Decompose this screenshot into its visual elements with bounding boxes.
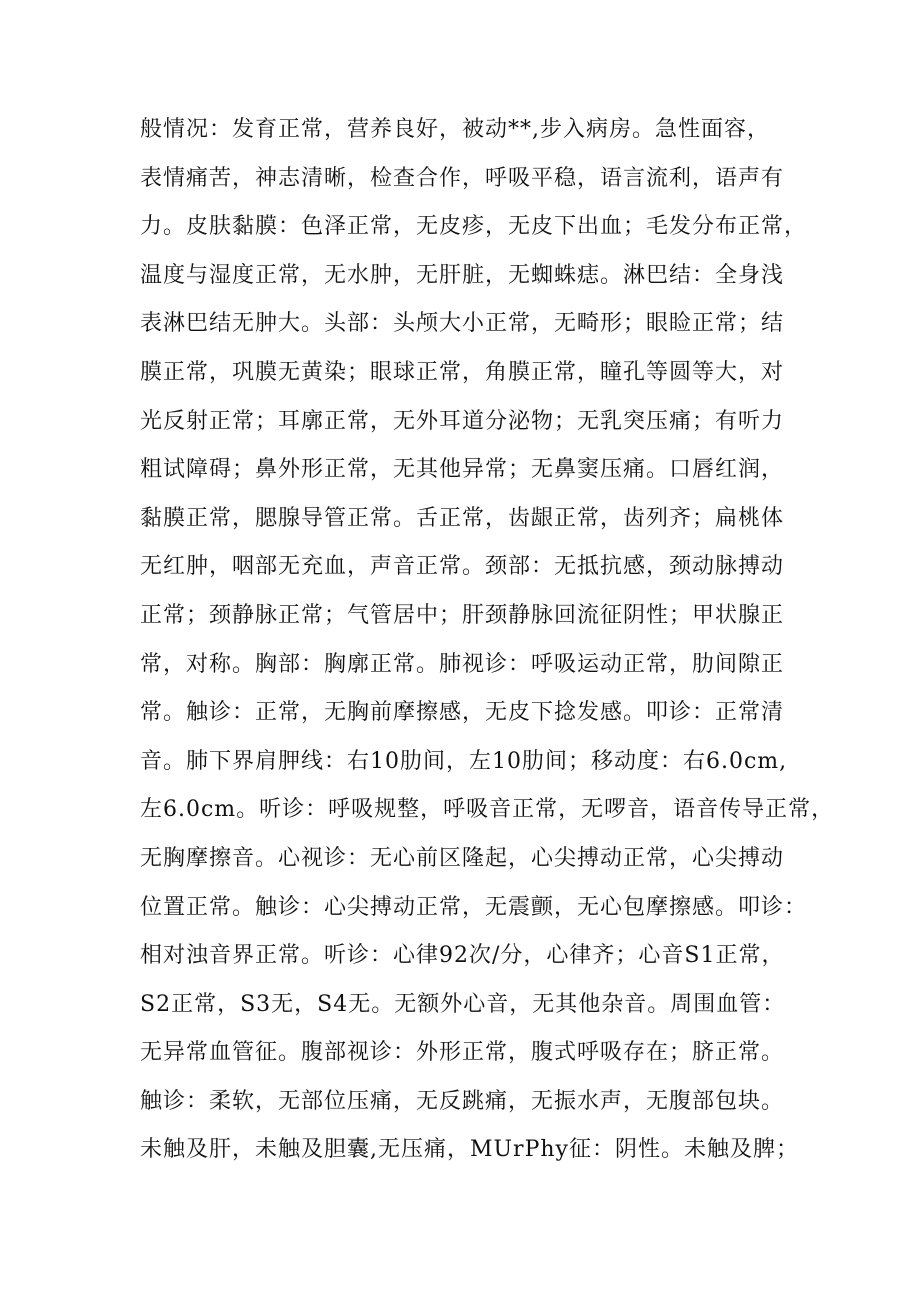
text-line: 常。触诊：正常，无胸前摩擦感，无皮下捻发感。叩诊：正常清 xyxy=(140,700,785,726)
text-line: 位置正常。触诊：心尖搏动正常，无震颤，无心包摩擦感。叩诊： xyxy=(140,894,808,920)
text-line: 表淋巴结无肿大。头部：头颅大小正常，无畸形；眼睑正常；结 xyxy=(140,311,785,337)
text-line: 温度与湿度正常，无水肿，无肝脏，无蜘蛛痣。淋巴结：全身浅 xyxy=(140,262,785,288)
text-line: 常，对称。胸部：胸廓正常。肺视诊：呼吸运动正常，肋间隙正 xyxy=(140,651,785,677)
text-line: 般情况：发育正常，营养良好，被动**,步入病房。急性面容， xyxy=(140,117,770,142)
text-line: 未触及肝，未触及胆囊,无压痛，MUrPhy征：阴性。未触及脾； xyxy=(140,1137,799,1163)
text-line: 黏膜正常，腮腺导管正常。舌正常，齿龈正常，齿列齐；扁桃体 xyxy=(140,505,785,531)
text-line: S2正常，S3无，S4无。无额外心音，无其他杂音。周围血管： xyxy=(140,991,786,1017)
text-line: 音。肺下界肩胛线：右10肋间，左10肋间；移动度：右6.0cm, xyxy=(140,748,788,774)
text-line: 触诊：柔软，无部位压痛，无反跳痛，无振水声，无腹部包块。 xyxy=(140,1088,785,1114)
text-line: 光反射正常；耳廓正常，无外耳道分泌物；无乳突压痛；有听力 xyxy=(140,408,785,434)
body-text xyxy=(140,106,835,1175)
text-line: 无胸摩擦音。心视诊：无心前区隆起，心尖搏动正常，心尖搏动 xyxy=(140,845,785,871)
text-line: 力。皮肤黏膜：色泽正常，无皮疹，无皮下出血；毛发分布正常， xyxy=(140,214,808,240)
text-line: 表情痛苦，神志清晰，检查合作，呼吸平稳，语言流利，语声有 xyxy=(140,165,785,191)
text-line: 无红肿，咽部无充血，声音正常。颈部：无抵抗感，颈动脉搏动 xyxy=(140,554,785,580)
text-line: 无异常血管征。腹部视诊：外形正常，腹式呼吸存在；脐正常。 xyxy=(140,1040,785,1066)
text-line: 相对浊音界正常。听诊：心律92次/分，心律齐；心音S1正常， xyxy=(140,943,785,969)
text-line: 膜正常，巩膜无黄染；眼球正常，角膜正常，瞳孔等圆等大，对 xyxy=(140,359,785,385)
text-line: 粗试障碍；鼻外形正常，无其他异常；无鼻窦压痛。口唇红润， xyxy=(140,457,785,483)
text-line: 左6.0cm。听诊：呼吸规整，呼吸音正常，无啰音，语音传导正常， xyxy=(140,797,835,823)
text-line: 正常；颈静脉正常；气管居中；肝颈静脉回流征阴性；甲状腺正 xyxy=(140,602,785,628)
